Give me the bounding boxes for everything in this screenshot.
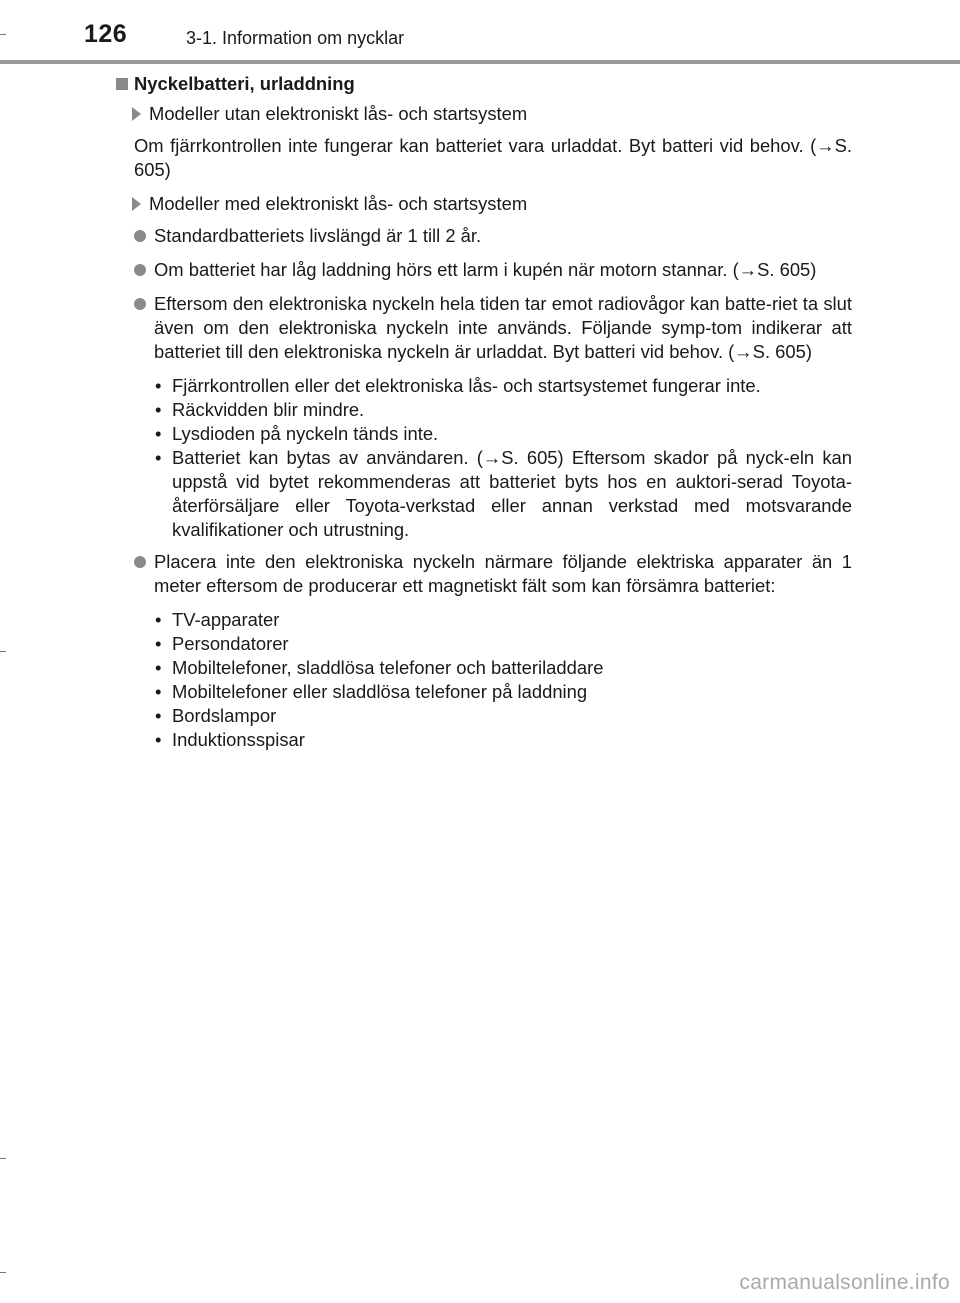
- symptom-item-text: Räckvidden blir mindre.: [172, 399, 365, 420]
- watermark: carmanualsonline.info: [739, 1271, 950, 1294]
- bullet-dot: •: [155, 375, 162, 396]
- subsection-label-text: Modeller utan elektroniskt lås- och startsystem: [149, 103, 528, 124]
- appliance-item: [155, 680, 852, 704]
- triangle-marker-icon: [132, 197, 141, 211]
- list-item-magnetic-field: [116, 550, 852, 598]
- list-item-battery-life: [116, 224, 852, 248]
- appliance-item-text: TV-apparater: [172, 609, 280, 630]
- list-item-low-battery-alarm: [116, 258, 852, 282]
- crop-mark: [0, 651, 6, 652]
- bullet-dot: •: [155, 423, 162, 444]
- list-item-radio-waves: [116, 292, 852, 364]
- appliance-item-text: Persondatorer: [172, 633, 289, 654]
- subsection-paragraph: Om fjärrkontrollen inte fungerar kan batteriet vara urladdat. Byt batteri vid behov. (→S. 605): [134, 135, 852, 180]
- crop-mark: [0, 1272, 6, 1273]
- circle-bullet-icon: [134, 264, 146, 276]
- list-item-text: Om batteriet har låg laddning hörs ett larm i kupén när motorn stannar. (→S. 605): [154, 259, 817, 280]
- crop-mark: [0, 34, 6, 35]
- bullet-dot: •: [155, 609, 162, 630]
- appliance-item-text: Mobiltelefoner eller sladdlösa telefoner på laddning: [172, 681, 588, 702]
- crop-mark: [0, 1158, 6, 1159]
- bullet-dot: •: [155, 399, 162, 420]
- appliance-item: [155, 608, 852, 632]
- symptom-item-text: Batteriet kan bytas av användaren. (→S. 605) Eftersom skador på nyck-eln kan uppstå vid bytet rekommenderas att batteriet byts hos en auktori-serad Toyota-återförsäljare eller Toyota-verkstad eller annan verkstad med motsvarande kvalifikationer och utrustning.: [172, 447, 852, 540]
- list-item-text: Standardbatteriets livslängd är 1 till 2 år.: [154, 225, 482, 246]
- square-marker-icon: [116, 78, 128, 90]
- bullet-dot: •: [155, 681, 162, 702]
- section-heading: [116, 72, 852, 96]
- page-content: [116, 72, 852, 760]
- bullet-dot: •: [155, 705, 162, 726]
- list-item-text: Eftersom den elektroniska nyckeln hela tiden tar emot radiovågor kan batte-riet ta slut även om den elektroniska nyckeln inte används. Följande symp-tom indikerar att batteriet till den elektroniska nyckeln är urladdat. Byt batteri vid behov. (→S. 605): [154, 293, 852, 362]
- circle-bullet-icon: [134, 298, 146, 310]
- symptom-item-text: Fjärrkontrollen eller det elektroniska lås- och startsystemet fungerar inte.: [172, 375, 761, 396]
- list-item-text: Placera inte den elektroniska nyckeln närmare följande elektriska apparater än 1 meter eftersom de producerar ett magnetiskt fält som kan försämra batteriet:: [154, 551, 852, 596]
- page-number: 126: [84, 20, 128, 48]
- bullet-dot: •: [155, 657, 162, 678]
- section-title: 3-1. Information om nycklar: [186, 28, 405, 48]
- appliance-item: [155, 704, 852, 728]
- section-heading-text: Nyckelbatteri, urladdning: [134, 73, 355, 94]
- appliance-item: [155, 632, 852, 656]
- subsection-label-with-smart-key: [116, 192, 852, 216]
- circle-bullet-icon: [134, 230, 146, 242]
- symptom-item: [155, 422, 852, 446]
- symptom-list: [116, 374, 852, 542]
- appliance-item-text: Mobiltelefoner, sladdlösa telefoner och batteriladdare: [172, 657, 604, 678]
- symptom-item: [155, 398, 852, 422]
- symptom-item: [155, 446, 852, 542]
- bullet-dot: •: [155, 633, 162, 654]
- appliance-item-text: Bordslampor: [172, 705, 277, 726]
- bullet-dot: •: [155, 447, 162, 468]
- circle-bullet-icon: [134, 556, 146, 568]
- symptom-item: [155, 374, 852, 398]
- appliance-list: [116, 608, 852, 752]
- appliance-item: [155, 656, 852, 680]
- subsection-label-without-smart-key: [116, 102, 852, 126]
- triangle-marker-icon: [132, 107, 141, 121]
- appliance-item-text: Induktionsspisar: [172, 729, 305, 750]
- header-rule: [0, 60, 960, 64]
- symptom-item-text: Lysdioden på nyckeln tänds inte.: [172, 423, 439, 444]
- page-header: [0, 0, 960, 64]
- appliance-item: [155, 728, 852, 752]
- bullet-dot: •: [155, 729, 162, 750]
- subsection-label-text: Modeller med elektroniskt lås- och startsystem: [149, 193, 528, 214]
